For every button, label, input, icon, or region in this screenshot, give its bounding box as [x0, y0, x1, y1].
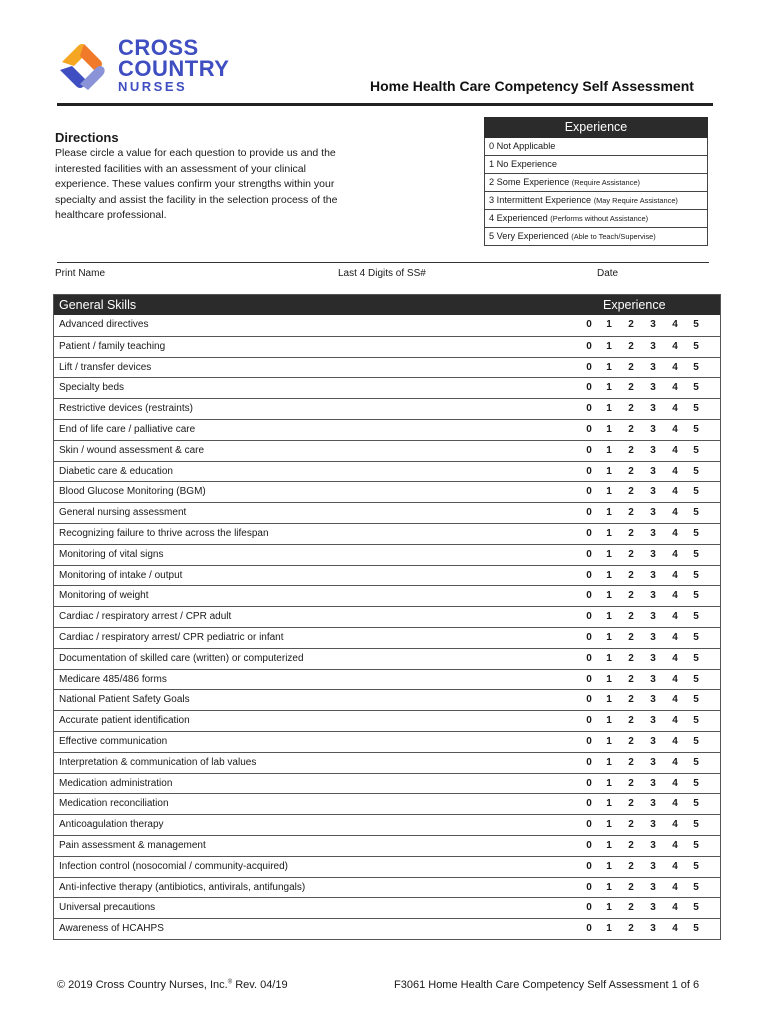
- skill-name: Infection control (nosocomial / community-acquired): [59, 860, 288, 872]
- table-row: [54, 565, 720, 586]
- rating-option-5[interactable]: 5: [693, 673, 699, 685]
- rating-option-2[interactable]: 2: [628, 694, 634, 706]
- rating-option-0[interactable]: 0: [586, 444, 592, 456]
- rating-option-1[interactable]: 1: [606, 652, 612, 664]
- table-row: [54, 814, 720, 835]
- rating-option-1[interactable]: 1: [606, 527, 612, 539]
- rating-option-4[interactable]: 4: [672, 652, 678, 664]
- rating-option-5[interactable]: 5: [693, 819, 699, 831]
- table-row: [54, 315, 720, 336]
- rating-option-0[interactable]: 0: [586, 611, 592, 623]
- rating-option-5[interactable]: 5: [693, 798, 699, 810]
- rating-option-3[interactable]: 3: [650, 507, 656, 519]
- rating-option-5[interactable]: 5: [693, 465, 699, 477]
- rating-option-3[interactable]: 3: [650, 340, 656, 352]
- rating-option-2[interactable]: 2: [628, 423, 634, 435]
- rating-option-3[interactable]: 3: [650, 319, 656, 330]
- directions-text: Please circle a value for each question to provide us and the interested facilities with an assessment of your clinical experience. These values confirm your strengths within your specialty and assist the facility in the selection process of the healthcare professional.: [55, 147, 338, 221]
- rating-option-3[interactable]: 3: [650, 860, 656, 872]
- table-row: [54, 357, 720, 378]
- rating-option-1[interactable]: 1: [606, 735, 612, 747]
- rating-option-1[interactable]: 1: [606, 340, 612, 352]
- rating-option-3[interactable]: 3: [650, 361, 656, 373]
- rating-option-0[interactable]: 0: [586, 902, 592, 914]
- legend-item-note: (May Require Assistance): [593, 196, 678, 205]
- logo-mark-icon: [56, 40, 106, 92]
- skill-name: National Patient Safety Goals: [59, 694, 190, 706]
- table-row: [54, 440, 720, 461]
- table-row: [54, 773, 720, 794]
- skill-name: Monitoring of weight: [59, 590, 149, 602]
- rating-option-1[interactable]: 1: [606, 860, 612, 872]
- table-row: [54, 731, 720, 752]
- legend-item: [484, 138, 708, 156]
- rating-option-0[interactable]: 0: [586, 756, 592, 768]
- table-row: [54, 627, 720, 648]
- date-label: Date: [597, 268, 619, 279]
- rating-option-2[interactable]: 2: [628, 319, 634, 330]
- legend-item: [484, 174, 708, 192]
- skill-name: Blood Glucose Monitoring (BGM): [59, 486, 206, 498]
- rating-option-5[interactable]: 5: [693, 340, 699, 352]
- skill-name: Specialty beds: [59, 382, 125, 394]
- rating-option-4[interactable]: 4: [672, 777, 678, 789]
- legend-item-note: (Able to Teach/Supervise): [571, 232, 656, 241]
- rating-option-0[interactable]: 0: [586, 486, 592, 498]
- rating-option-0[interactable]: 0: [586, 590, 592, 602]
- rating-option-0[interactable]: 0: [586, 631, 592, 643]
- rating-option-4[interactable]: 4: [672, 382, 678, 394]
- legend-item: [484, 228, 708, 246]
- table-row: [54, 336, 720, 357]
- rating-option-1[interactable]: 1: [606, 444, 612, 456]
- rating-option-5[interactable]: 5: [693, 486, 699, 498]
- skill-name: Universal precautions: [59, 902, 156, 914]
- rating-option-5[interactable]: 5: [693, 631, 699, 643]
- rating-option-2[interactable]: 2: [628, 839, 634, 851]
- rating-option-1[interactable]: 1: [606, 507, 612, 519]
- signature-line[interactable]: [57, 262, 709, 263]
- rating-option-1[interactable]: 1: [606, 465, 612, 477]
- rating-option-2[interactable]: 2: [628, 361, 634, 373]
- rating-option-3[interactable]: 3: [650, 923, 656, 935]
- form-id-footer: F3061 Home Health Care Competency Self Assessment 1 of 6: [394, 979, 700, 991]
- table-row: [54, 689, 720, 710]
- skill-name: Effective communication: [59, 735, 168, 747]
- rating-option-0[interactable]: 0: [586, 527, 592, 539]
- rating-option-0[interactable]: 0: [586, 923, 592, 935]
- skill-name: Diabetic care & education: [59, 465, 173, 477]
- rating-option-4[interactable]: 4: [672, 673, 678, 685]
- skill-name: Medicare 485/486 forms: [59, 673, 167, 685]
- revision-text: Rev. 04/19: [232, 979, 288, 991]
- rating-option-1[interactable]: 1: [606, 902, 612, 914]
- rating-option-0[interactable]: 0: [586, 382, 592, 394]
- skill-name: Skin / wound assessment & care: [59, 444, 205, 456]
- rating-option-4[interactable]: 4: [672, 923, 678, 935]
- table-row: [54, 710, 720, 731]
- rating-option-1[interactable]: 1: [606, 881, 612, 893]
- rating-option-2[interactable]: 2: [628, 715, 634, 727]
- rating-option-3[interactable]: 3: [650, 673, 656, 685]
- rating-option-2[interactable]: 2: [628, 527, 634, 539]
- rating-option-0[interactable]: 0: [586, 319, 592, 330]
- rating-option-5[interactable]: 5: [693, 569, 699, 581]
- rating-option-3[interactable]: 3: [650, 777, 656, 789]
- rating-option-5[interactable]: 5: [693, 902, 699, 914]
- table-row: [54, 377, 720, 398]
- rating-option-3[interactable]: 3: [650, 735, 656, 747]
- rating-option-0[interactable]: 0: [586, 819, 592, 831]
- skill-name: Monitoring of intake / output: [59, 569, 183, 581]
- skill-name: Awareness of HCAHPS: [59, 923, 164, 935]
- rating-option-0[interactable]: 0: [586, 673, 592, 685]
- rating-option-4[interactable]: 4: [672, 902, 678, 914]
- rating-option-3[interactable]: 3: [650, 486, 656, 498]
- rating-option-2[interactable]: 2: [628, 652, 634, 664]
- rating-option-1[interactable]: 1: [606, 631, 612, 643]
- table-row: [54, 669, 720, 690]
- experience-legend: [484, 117, 708, 246]
- rating-option-2[interactable]: 2: [628, 340, 634, 352]
- rating-option-3[interactable]: 3: [650, 694, 656, 706]
- rating-option-0[interactable]: 0: [586, 340, 592, 352]
- skill-name: Advanced directives: [59, 319, 149, 330]
- skill-name: Pain assessment & management: [59, 839, 206, 851]
- skill-name: Patient / family teaching: [59, 340, 166, 352]
- legend-item-label: 1 No Experience: [489, 159, 557, 169]
- rating-option-3[interactable]: 3: [650, 881, 656, 893]
- rating-option-2[interactable]: 2: [628, 881, 634, 893]
- legend-item: [484, 156, 708, 174]
- rating-option-5[interactable]: 5: [693, 694, 699, 706]
- rating-option-3[interactable]: 3: [650, 819, 656, 831]
- table-row: [54, 793, 720, 814]
- skill-name: General nursing assessment: [59, 507, 187, 519]
- logo-word-nurses: NURSES: [118, 79, 188, 94]
- rating-option-2[interactable]: 2: [628, 611, 634, 623]
- skill-name: Documentation of skilled care (written) or computerized: [59, 652, 304, 664]
- table-row: [54, 606, 720, 627]
- legend-heading: Experience: [484, 117, 708, 138]
- rating-option-2[interactable]: 2: [628, 819, 634, 831]
- table-row: [54, 585, 720, 606]
- rating-option-2[interactable]: 2: [628, 403, 634, 415]
- rating-option-0[interactable]: 0: [586, 465, 592, 477]
- rating-option-2[interactable]: 2: [628, 673, 634, 685]
- page-title: Home Health Care Competency Self Assessment: [370, 78, 694, 94]
- rating-option-4[interactable]: 4: [672, 569, 678, 581]
- rating-option-5[interactable]: 5: [693, 319, 699, 330]
- rating-option-2[interactable]: 2: [628, 860, 634, 872]
- rating-option-1[interactable]: 1: [606, 611, 612, 623]
- table-row: [54, 419, 720, 440]
- rating-option-4[interactable]: 4: [672, 340, 678, 352]
- rating-option-1[interactable]: 1: [606, 590, 612, 602]
- rating-option-1[interactable]: 1: [606, 715, 612, 727]
- rating-option-1[interactable]: 1: [606, 486, 612, 498]
- rating-option-2[interactable]: 2: [628, 507, 634, 519]
- table-row: [54, 502, 720, 523]
- rating-option-3[interactable]: 3: [650, 444, 656, 456]
- legend-item-label: 0 Not Applicable: [489, 141, 556, 151]
- rating-option-5[interactable]: 5: [693, 590, 699, 602]
- rating-option-5[interactable]: 5: [693, 361, 699, 373]
- rating-option-2[interactable]: 2: [628, 902, 634, 914]
- table-row: [54, 398, 720, 419]
- title-divider: [57, 103, 713, 106]
- rating-option-4[interactable]: 4: [672, 527, 678, 539]
- rating-option-1[interactable]: 1: [606, 548, 612, 560]
- directions-heading: Directions: [55, 130, 119, 145]
- rating-option-3[interactable]: 3: [650, 569, 656, 581]
- rating-option-1[interactable]: 1: [606, 319, 612, 330]
- table-row: [54, 897, 720, 918]
- rating-option-4[interactable]: 4: [672, 715, 678, 727]
- table-row: [54, 481, 720, 502]
- rating-option-4[interactable]: 4: [672, 590, 678, 602]
- table-row: [54, 523, 720, 544]
- rating-option-4[interactable]: 4: [672, 403, 678, 415]
- rating-option-1[interactable]: 1: [606, 694, 612, 706]
- rating-option-3[interactable]: 3: [650, 756, 656, 768]
- rating-option-0[interactable]: 0: [586, 798, 592, 810]
- rating-option-0[interactable]: 0: [586, 694, 592, 706]
- rating-option-4[interactable]: 4: [672, 423, 678, 435]
- rating-option-1[interactable]: 1: [606, 819, 612, 831]
- general-skills-heading: General Skills: [59, 298, 137, 312]
- rating-option-2[interactable]: 2: [628, 382, 634, 394]
- rating-option-4[interactable]: 4: [672, 756, 678, 768]
- rating-option-4[interactable]: 4: [672, 839, 678, 851]
- rating-option-5[interactable]: 5: [693, 881, 699, 893]
- rating-option-4[interactable]: 4: [672, 361, 678, 373]
- rating-option-3[interactable]: 3: [650, 382, 656, 394]
- table-row: [54, 648, 720, 669]
- rating-option-5[interactable]: 5: [693, 403, 699, 415]
- rating-option-1[interactable]: 1: [606, 839, 612, 851]
- skill-name: Medication reconciliation: [59, 798, 169, 810]
- table-header: [54, 295, 720, 315]
- rating-option-4[interactable]: 4: [672, 798, 678, 810]
- logo-word-cross: CROSS: [118, 35, 199, 60]
- rating-option-5[interactable]: 5: [693, 715, 699, 727]
- table-row: [54, 544, 720, 565]
- rating-option-2[interactable]: 2: [628, 777, 634, 789]
- rating-option-2[interactable]: 2: [628, 486, 634, 498]
- ssn-label: Last 4 Digits of SS#: [338, 268, 426, 279]
- rating-option-4[interactable]: 4: [672, 548, 678, 560]
- rating-option-3[interactable]: 3: [650, 611, 656, 623]
- rating-option-1[interactable]: 1: [606, 777, 612, 789]
- rating-option-5[interactable]: 5: [693, 507, 699, 519]
- rating-option-0[interactable]: 0: [586, 777, 592, 789]
- rating-option-0[interactable]: 0: [586, 403, 592, 415]
- table-row: [54, 752, 720, 773]
- experience-column-heading: Experience: [603, 298, 666, 312]
- skill-name: Medication administration: [59, 777, 173, 789]
- rating-option-2[interactable]: 2: [628, 798, 634, 810]
- rating-option-2[interactable]: 2: [628, 465, 634, 477]
- rating-option-5[interactable]: 5: [693, 735, 699, 747]
- rating-option-3[interactable]: 3: [650, 798, 656, 810]
- legend-item-label: 2 Some Experience: [489, 177, 572, 187]
- rating-option-4[interactable]: 4: [672, 319, 678, 330]
- print-name-label: Print Name: [55, 268, 106, 279]
- rating-option-1[interactable]: 1: [606, 798, 612, 810]
- rating-option-1[interactable]: 1: [606, 361, 612, 373]
- skill-name: Cardiac / respiratory arrest/ CPR pediatric or infant: [59, 631, 284, 643]
- legend-item-note: (Require Assistance): [571, 178, 640, 187]
- rating-option-4[interactable]: 4: [672, 444, 678, 456]
- rating-option-5[interactable]: 5: [693, 527, 699, 539]
- rating-option-1[interactable]: 1: [606, 569, 612, 581]
- rating-option-2[interactable]: 2: [628, 569, 634, 581]
- rating-option-0[interactable]: 0: [586, 423, 592, 435]
- rating-option-3[interactable]: 3: [650, 465, 656, 477]
- rating-option-4[interactable]: 4: [672, 611, 678, 623]
- rating-option-2[interactable]: 2: [628, 735, 634, 747]
- rating-option-0[interactable]: 0: [586, 507, 592, 519]
- rating-option-3[interactable]: 3: [650, 839, 656, 851]
- skill-name: Lift / transfer devices: [59, 361, 152, 373]
- rating-option-5[interactable]: 5: [693, 548, 699, 560]
- rating-option-5[interactable]: 5: [693, 860, 699, 872]
- rating-option-5[interactable]: 5: [693, 652, 699, 664]
- copyright-footer: [57, 979, 288, 991]
- skill-name: Restrictive devices (restraints): [59, 403, 193, 415]
- rating-option-0[interactable]: 0: [586, 361, 592, 373]
- rating-option-4[interactable]: 4: [672, 465, 678, 477]
- skill-name: Anti-infective therapy (antibiotics, antivirals, antifungals): [59, 881, 306, 893]
- skill-name: End of life care / palliative care: [59, 423, 196, 435]
- rating-option-0[interactable]: 0: [586, 881, 592, 893]
- rating-option-4[interactable]: 4: [672, 819, 678, 831]
- rating-option-0[interactable]: 0: [586, 735, 592, 747]
- rating-option-3[interactable]: 3: [650, 548, 656, 560]
- rating-option-4[interactable]: 4: [672, 694, 678, 706]
- rating-option-5[interactable]: 5: [693, 756, 699, 768]
- rating-option-1[interactable]: 1: [606, 382, 612, 394]
- table-row: [54, 835, 720, 856]
- legend-item-label: 5 Very Experienced: [489, 231, 572, 241]
- rating-option-5[interactable]: 5: [693, 839, 699, 851]
- skill-name: Anticoagulation therapy: [59, 819, 164, 831]
- rating-option-4[interactable]: 4: [672, 881, 678, 893]
- rating-option-0[interactable]: 0: [586, 652, 592, 664]
- skill-name: Recognizing failure to thrive across the lifespan: [59, 527, 269, 539]
- rating-option-5[interactable]: 5: [693, 611, 699, 623]
- registered-mark: ®: [227, 979, 233, 986]
- legend-item-label: 3 Intermittent Experience: [489, 195, 594, 205]
- company-logo: [56, 37, 236, 97]
- rating-option-2[interactable]: 2: [628, 548, 634, 560]
- copyright-text: © 2019 Cross Country Nurses, Inc.: [57, 979, 228, 991]
- skill-name: Accurate patient identification: [59, 715, 190, 727]
- legend-item: [484, 210, 708, 228]
- rating-option-0[interactable]: 0: [586, 715, 592, 727]
- rating-option-1[interactable]: 1: [606, 673, 612, 685]
- rating-option-4[interactable]: 4: [672, 631, 678, 643]
- rating-option-0[interactable]: 0: [586, 839, 592, 851]
- rating-option-3[interactable]: 3: [650, 527, 656, 539]
- rating-option-4[interactable]: 4: [672, 735, 678, 747]
- rating-option-1[interactable]: 1: [606, 403, 612, 415]
- rating-option-4[interactable]: 4: [672, 486, 678, 498]
- rating-option-3[interactable]: 3: [650, 652, 656, 664]
- rating-option-2[interactable]: 2: [628, 756, 634, 768]
- rating-option-5[interactable]: 5: [693, 923, 699, 935]
- general-skills-table: [53, 294, 721, 940]
- rating-option-2[interactable]: 2: [628, 444, 634, 456]
- rating-option-2[interactable]: 2: [628, 590, 634, 602]
- rating-option-0[interactable]: 0: [586, 548, 592, 560]
- table-row: [54, 918, 720, 939]
- rating-option-1[interactable]: 1: [606, 423, 612, 435]
- rating-option-5[interactable]: 5: [693, 382, 699, 394]
- rating-option-5[interactable]: 5: [693, 444, 699, 456]
- logo-word-country: COUNTRY: [118, 56, 230, 81]
- rating-option-4[interactable]: 4: [672, 507, 678, 519]
- legend-item: [484, 192, 708, 210]
- table-row: [54, 877, 720, 898]
- rating-option-1[interactable]: 1: [606, 756, 612, 768]
- table-row: [54, 461, 720, 482]
- legend-item-note: (Performs without Assistance): [550, 214, 649, 223]
- skill-name: Monitoring of vital signs: [59, 548, 164, 560]
- rating-option-1[interactable]: 1: [606, 923, 612, 935]
- rating-option-3[interactable]: 3: [650, 403, 656, 415]
- rating-option-3[interactable]: 3: [650, 423, 656, 435]
- rating-option-2[interactable]: 2: [628, 923, 634, 935]
- legend-item-label: 4 Experienced: [489, 213, 551, 223]
- rating-option-5[interactable]: 5: [693, 777, 699, 789]
- rating-option-2[interactable]: 2: [628, 631, 634, 643]
- rating-option-3[interactable]: 3: [650, 631, 656, 643]
- rating-option-3[interactable]: 3: [650, 715, 656, 727]
- rating-option-4[interactable]: 4: [672, 860, 678, 872]
- skill-name: Cardiac / respiratory arrest / CPR adult: [59, 611, 232, 623]
- rating-option-3[interactable]: 3: [650, 590, 656, 602]
- skill-name: Interpretation & communication of lab values: [59, 756, 257, 768]
- table-row: [54, 856, 720, 877]
- rating-option-0[interactable]: 0: [586, 860, 592, 872]
- rating-option-0[interactable]: 0: [586, 569, 592, 581]
- rating-option-3[interactable]: 3: [650, 902, 656, 914]
- rating-option-5[interactable]: 5: [693, 423, 699, 435]
